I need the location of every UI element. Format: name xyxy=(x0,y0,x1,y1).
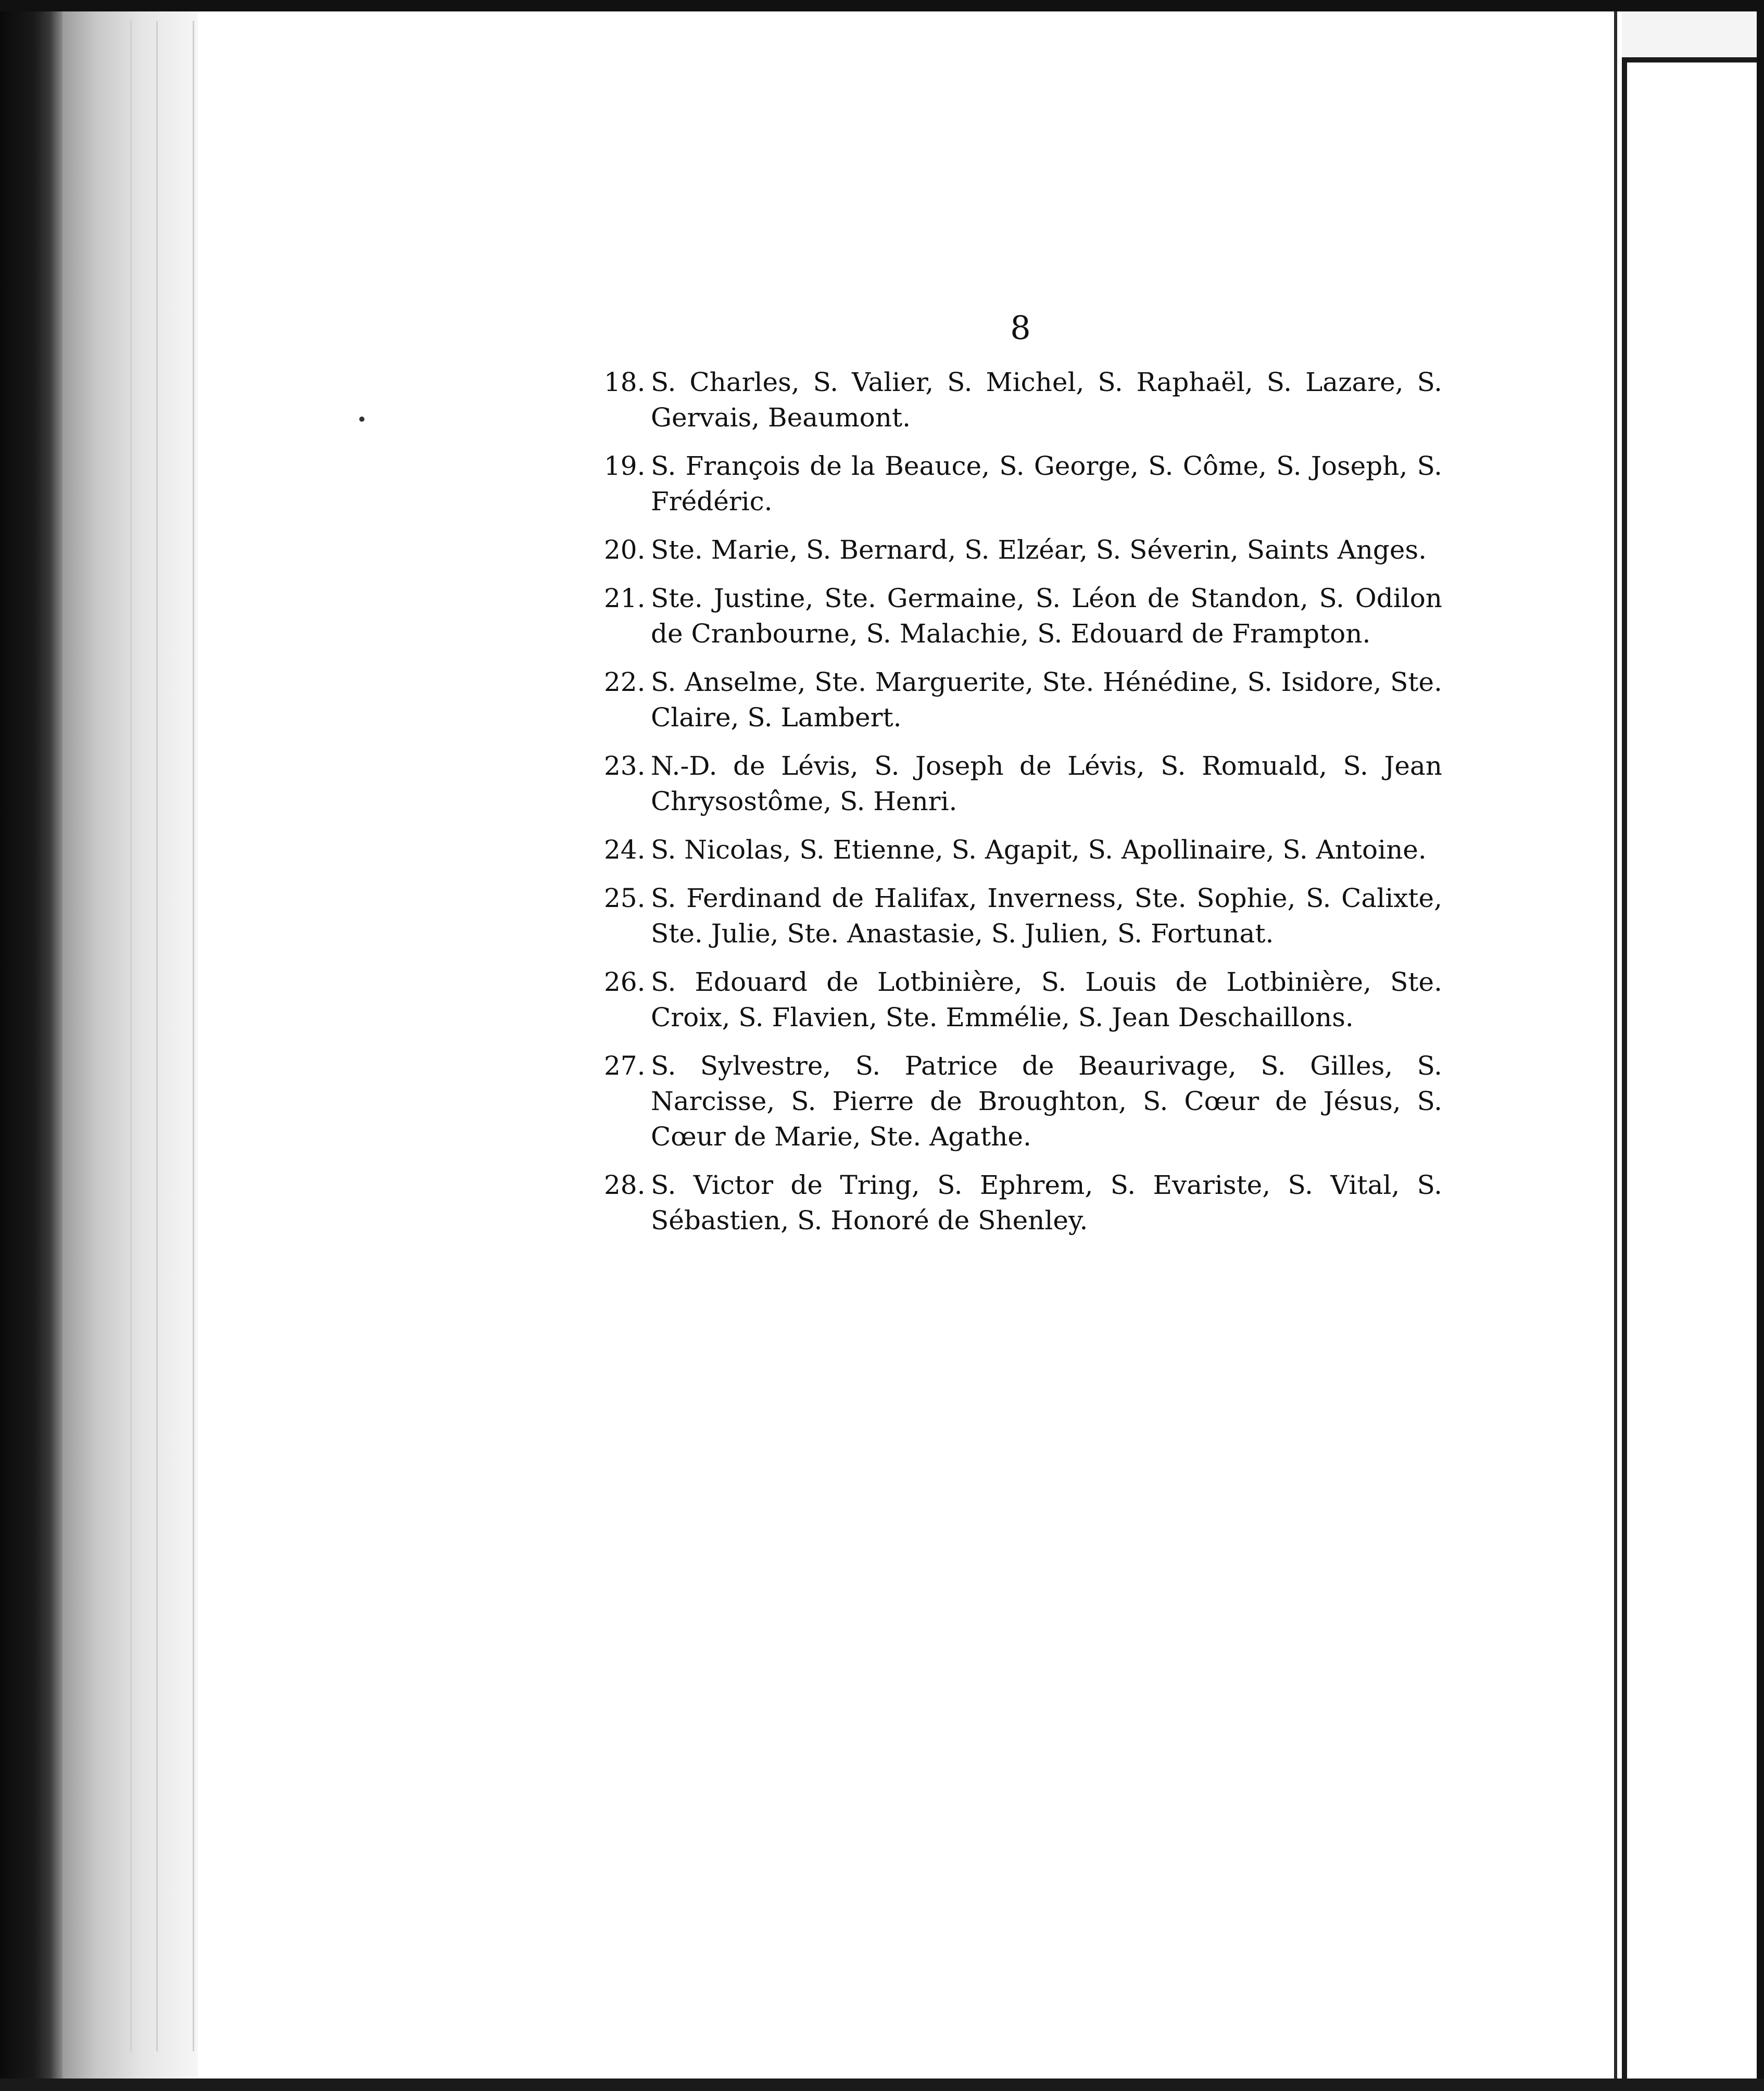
entry-number: 27. xyxy=(604,1051,646,1081)
entry-number: 26. xyxy=(604,967,646,997)
entry-number: 20. xyxy=(604,535,646,565)
entry-text: Ste. Marie, S. Bernard, S. Elzéar, S. Séverin, Saints Anges. xyxy=(651,535,1427,565)
list-item xyxy=(604,532,1442,568)
list-item xyxy=(604,664,1442,735)
entry-text: S. Anselme, Ste. Marguerite, Ste. Hénédine, S. Isidore, Ste. Claire, S. Lambert. xyxy=(651,667,1442,733)
entry-number: 25. xyxy=(604,883,646,913)
list-item xyxy=(604,364,1442,435)
entry-number: 21. xyxy=(604,583,646,613)
book-gutter-shadow xyxy=(0,0,62,2091)
entry-text: S. Nicolas, S. Etienne, S. Agapit, S. Apollinaire, S. Antoine. xyxy=(651,835,1427,865)
entry-text: S. Ferdinand de Halifax, Inverness, Ste. Sophie, S. Calixte, Ste. Julie, Ste. Anastasie, S. Julien, S. Fortunat. xyxy=(651,883,1442,949)
list-item xyxy=(604,581,1442,651)
entry-text: S. Victor de Tring, S. Ephrem, S. Evariste, S. Vital, S. Sébastien, S. Honoré de Shenley. xyxy=(651,1170,1442,1236)
parish-list xyxy=(604,364,1442,1251)
entry-number: 22. xyxy=(604,667,646,697)
entry-text: S. Charles, S. Valier, S. Michel, S. Raphaël, S. Lazare, S. Gervais, Beaumont. xyxy=(651,367,1442,433)
page-divider xyxy=(1614,11,1617,2079)
scan-bottom-border xyxy=(0,2079,1764,2091)
list-item xyxy=(604,448,1442,519)
entry-text: N.-D. de Lévis, S. Joseph de Lévis, S. Romuald, S. Jean Chrysostôme, S. Henri. xyxy=(651,751,1442,816)
entry-text: Ste. Justine, Ste. Germaine, S. Léon de Standon, S. Odilon de Cranbourne, S. Malachie, S. Edouard de Frampton. xyxy=(651,583,1442,649)
facing-page xyxy=(1622,57,1758,2083)
list-item xyxy=(604,832,1442,867)
entry-text: S. Edouard de Lotbinière, S. Louis de Lotbinière, Ste. Croix, S. Flavien, Ste. Emmélie, S. Jean Deschaillons. xyxy=(651,967,1442,1032)
list-item xyxy=(604,880,1442,951)
facing-page-top xyxy=(1622,11,1758,61)
scan-right-border xyxy=(1757,0,1764,2091)
list-item xyxy=(604,1048,1442,1154)
entry-number: 28. xyxy=(604,1170,646,1200)
entry-text: S. François de la Beauce, S. George, S. Côme, S. Joseph, S. Frédéric. xyxy=(651,451,1442,517)
entry-number: 24. xyxy=(604,835,646,865)
entry-number: 19. xyxy=(604,451,646,481)
page-number: 8 xyxy=(1010,309,1031,347)
scan-top-border xyxy=(0,0,1764,11)
list-item xyxy=(604,748,1442,819)
page-edge-line xyxy=(193,21,194,2051)
entry-text: S. Sylvestre, S. Patrice de Beaurivage, S. Gilles, S. Narcisse, S. Pierre de Broughton, S. Cœur de Jésus, S. Cœur de Marie, Ste. Agathe. xyxy=(651,1051,1442,1152)
page-edge-line xyxy=(156,21,158,2051)
list-item xyxy=(604,1167,1442,1238)
list-item xyxy=(604,964,1442,1035)
entry-number: 23. xyxy=(604,751,646,781)
ink-speck xyxy=(359,417,364,422)
page-edge-line xyxy=(130,21,132,2051)
entry-number: 18. xyxy=(604,367,646,397)
